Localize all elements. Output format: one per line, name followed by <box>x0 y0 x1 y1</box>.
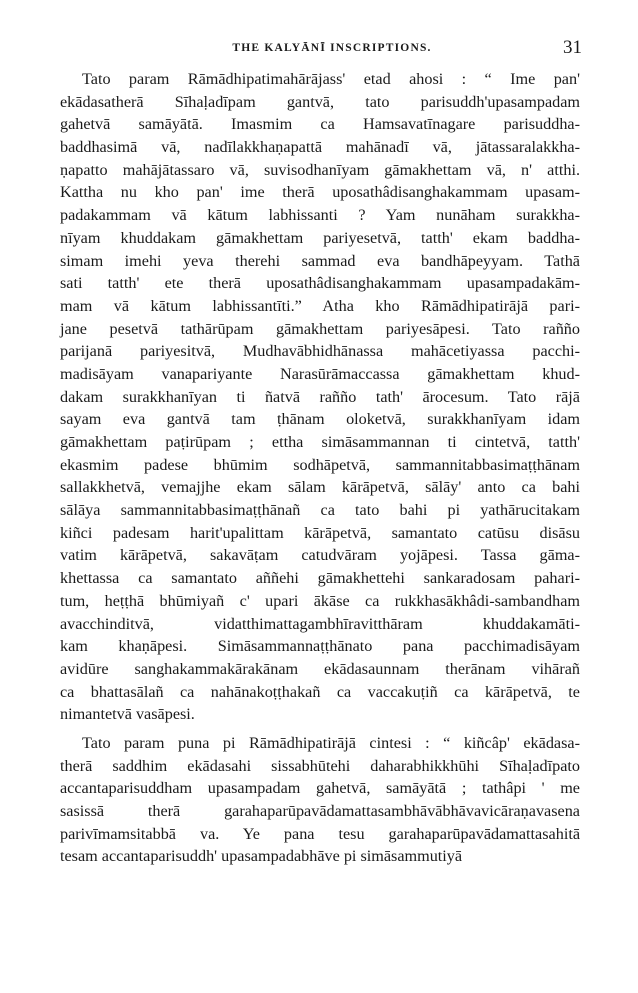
text-line: parivīmamsitabbā va. Ye pana tesu garahaparūpavādamattasahitā <box>60 824 580 843</box>
text-line: sallakkhetvā, vemajjhe ekam sālam kārāpetvā, sālāy' anto ca bahi <box>60 478 580 497</box>
text-line: nimantetvā vasāpesi. <box>60 705 195 724</box>
text-line: parijanā pariyesitvā, Mudhavābhidhānassa mahācetiyassa pacchi- <box>60 342 580 361</box>
text-line: tum, heṭṭhā bhūmiyañ c' upari ākāse ca rukkhasākhâdi-sambandham <box>60 591 580 610</box>
text-line: vatim kārāpetvā, sakavāṭam catudvāram yojāpesi. Tassa gāma- <box>60 546 580 565</box>
text-line: ekasmim padese bhūmim sodhāpetvā, sammannitabbasimaṭṭhānam <box>60 455 580 474</box>
text-line: therā saddhim ekādasahi sissabhūtehi daharabhikkhūhi Sīhaḷadīpato <box>60 756 580 775</box>
text-line: ekādasatherā Sīhaḷadīpam gantvā, tato parisuddh'upasampadam <box>60 92 580 111</box>
text-line: gāmakhettam paṭirūpam ; ettha simāsammannan ti cintetvā, tatth' <box>60 433 580 451</box>
text-line: accantaparisuddham upasampadam gahetvā, samāyātā ; tathâpi ' me <box>60 779 580 798</box>
text-line: madisāyam vanapariyante Narasūrāmaccassa gāmakhettam khud- <box>60 364 580 383</box>
text-line: avacchinditvā, vidatthimattagambhīravitthāram khuddakamāti- <box>60 614 580 633</box>
text-line: tesam accantaparisuddh' upasampadabhāve pi simāsammutiyā <box>60 847 463 866</box>
text-line: gahetvā samāyātā. Imasmim ca Hamsavatīnagare parisuddha- <box>60 115 580 134</box>
text-line: ca bhattasālañ ca nahānakoṭṭhakañ ca vaccakuṭiñ ca kārāpetvā, te <box>60 682 580 701</box>
text-line: avidūre sanghakammakārakānam ekādasaunnam therānam vihārañ <box>60 659 580 678</box>
text-line: sati tatth' ete therā uposathâdisanghakammam upasampadakām- <box>60 274 580 293</box>
text-line: ṇapatto mahājātassaro vā, suvisodhanīyam gāmakhettam vā, n' atthi. <box>60 160 580 179</box>
text-line: sayam eva gantvā tam ṭhānam oloketvā, surakkhanīyam idam <box>60 410 580 429</box>
text-line: kam khaṇāpesi. Simāsammannaṭṭhānato pana pacchimadisāyam <box>60 637 580 656</box>
page-number: 31 <box>563 37 582 58</box>
text-line: jane pesetvā tathārūpam gāmakhettam pariyesāpesi. Tato rañño <box>60 319 580 338</box>
text-line: kiñci padesam harit'upalittam kārāpetvā, samantato catūsu disāsu <box>60 523 580 542</box>
text-line: Tato param puna pi Rāmādhipatirājā cintesi : “ kiñcâp' ekādasa- <box>82 733 580 752</box>
text-line: sālāya sammannitabbasimaṭṭhānañ ca tato bahi pi yathārucitakam <box>60 501 580 520</box>
text-line: simam imehi yeva therehi sammad eva bandhāpeyyam. Tathā <box>60 251 580 270</box>
running-title: THE KALYĀNĪ INSCRIPTIONS. <box>232 42 432 54</box>
text-line: Kattha nu kho pan' ime therā uposathâdisanghakammam upasam- <box>60 183 580 202</box>
paragraph <box>60 68 580 726</box>
running-head <box>82 37 582 59</box>
text-line: Tato param Rāmādhipatimahārājass' etad ahosi : “ Ime pan' <box>82 70 580 88</box>
text-line: mam vā kātum labhissantīti.” Atha kho Rāmādhipatirājā pari- <box>60 296 580 315</box>
paragraph <box>60 732 580 868</box>
text-line: sasissā therā garahaparūpavādamattasambhāvābhāvavicāraṇavasena <box>60 802 580 820</box>
body-text <box>60 68 580 868</box>
text-line: nīyam khuddakam gāmakhettam pariyesetvā, tatth' ekam baddha- <box>60 228 580 247</box>
text-line: baddhasimā vā, nadīlakkhaṇapattā mahānadī vā, jātassaralakkha- <box>60 138 580 157</box>
text-line: padakammam vā kātum labhissanti ? Yam nunāham surakkha- <box>60 206 580 225</box>
text-line: khettassa ca samantato aññehi gāmakhettehi sankaradosam pahari- <box>60 569 580 588</box>
text-line: dakam surakkhanīyan ti ñatvā rañño tath' ārocesum. Tato rājā <box>60 387 580 406</box>
